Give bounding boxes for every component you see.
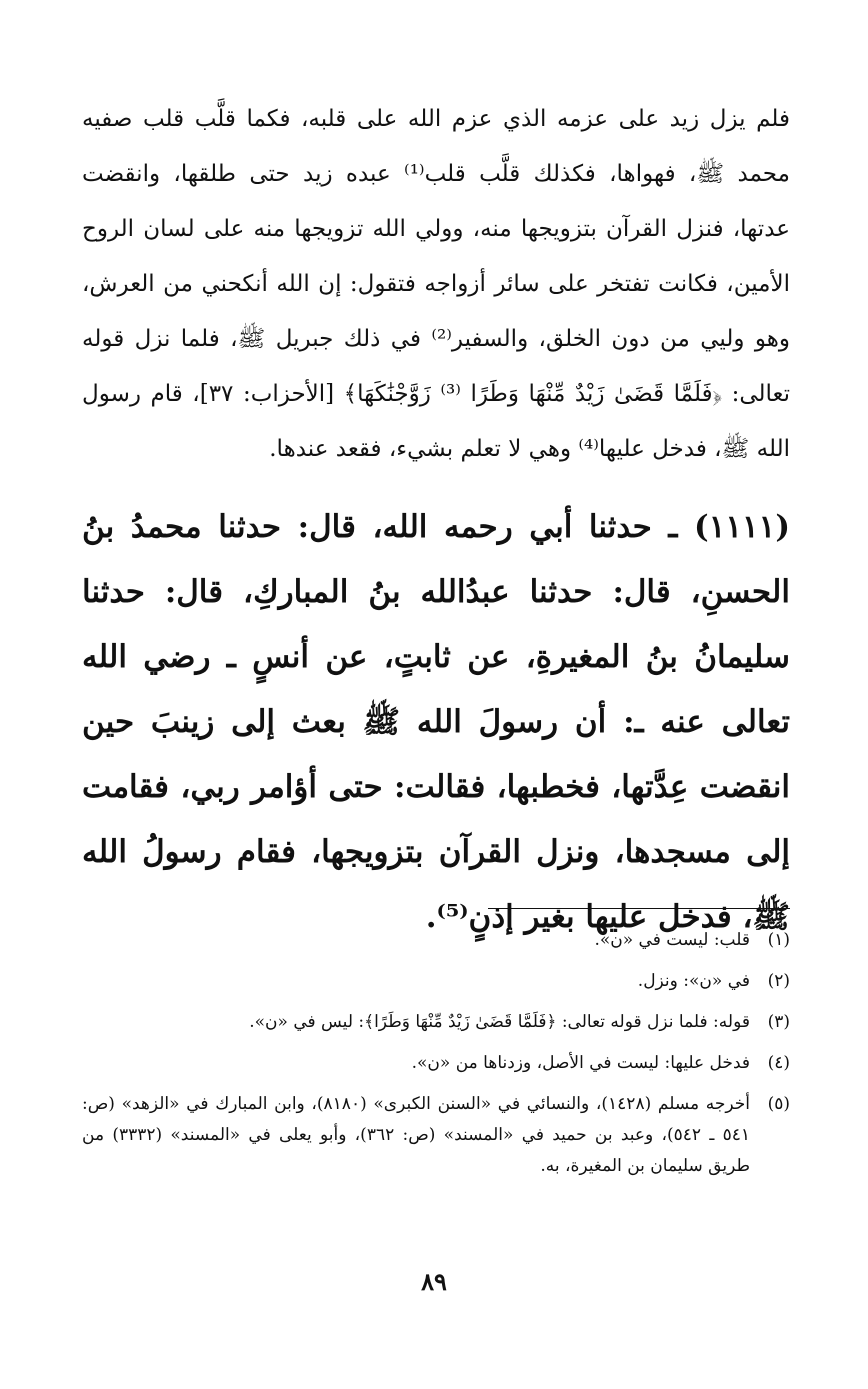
main-paragraph: فلم يزل زيد على عزمه الذي عزم الله على قلبه، فكما قلَّب قلب صفيه محمد ﷺ، فهواها، فكذلك قلَّب قلب⁽¹⁾ عبده زيد حتى طلقها، وانقضت عدتها، فنزل القرآن بتزويجها منه، وولي الله تزويجها منه على لسان الروح الأمين، فكانت تفتخر على سائر أزواجه فتقول: إن الله أنكحني من العرش، وهو وليي من دون الخلق، والسفير⁽²⁾ في ذلك جبريل ﷺ، فلما نزل قوله تعالى: ﴿فَلَمَّا قَضَىٰ زَيْدٌ مِّنْهَا وَطَرًا ⁽³⁾ زَوَّجْنَٰكَهَا﴾ [الأحزاب: ٣٧]، قام رسول الله ﷺ، فدخل عليها⁽⁴⁾ وهي لا تعلم بشيء، فقعد عندها.: [82, 106, 791, 462]
footnote-text: قوله: فلما نزل قوله تعالى: ﴿فَلَمَّا قَضَىٰ زَيْدٌ مِّنْهَا وَطَرًا﴾: ليس في «ن».: [249, 1012, 750, 1032]
footnote-number: (٣): [767, 1012, 790, 1032]
footnote-number: (٤): [767, 1053, 790, 1073]
footnote-item: [82, 1089, 790, 1182]
footnote-divider: [488, 908, 790, 909]
footnote-text: فدخل عليها: ليست في الأصل، وزدناها من «ن».: [411, 1053, 750, 1073]
footnote-text: قلب: ليست في «ن».: [594, 930, 750, 950]
footnotes-list: [82, 925, 790, 1192]
page-number: ٨٩: [421, 1267, 447, 1296]
footnote-item: [82, 1007, 790, 1038]
footnote-number: (٢): [767, 971, 790, 991]
hadith-paragraph: (١١١١) ـ حدثنا أبي رحمه الله، قال: حدثنا محمدُ بنُ الحسنِ، قال: حدثنا عبدُالله بنُ المباركِ، قال: حدثنا سليمانُ بنُ المغيرةِ، عن ثابتٍ، عن أنسٍ ـ رضي الله تعالى عنه ـ: أن رسولَ الله ﷺ بعث إلى زينبَ حين انقضت عِدَّتها، فخطبها، فقالت: حتى أؤامر ربي، فقامت إلى مسجدها، ونزل القرآن بتزويجها، فقام رسولُ الله ﷺ، فدخل عليها بغير إذنٍ⁽⁵⁾.: [82, 509, 790, 935]
footnote-text: أخرجه مسلم (١٤٢٨)، والنسائي في «السنن الكبرى» (٨١٨٠)، وابن المبارك في «الزهد» (ص: ٥٤١ ـ ٥٤٢)، وعبد بن حميد في «المسند» (ص: ٣٦٢)، وأبو يعلى في «المسند» (٣٣٣٢) من طريق سليمان بن المغيرة، به.: [82, 1094, 751, 1176]
footnote-number: (١): [767, 930, 790, 950]
footnote-number: (٥): [767, 1094, 790, 1114]
footnote-text: في «ن»: ونزل.: [637, 971, 750, 991]
footnote-item: [82, 1048, 790, 1079]
footnote-item: [82, 925, 790, 956]
footnote-item: [82, 966, 790, 997]
